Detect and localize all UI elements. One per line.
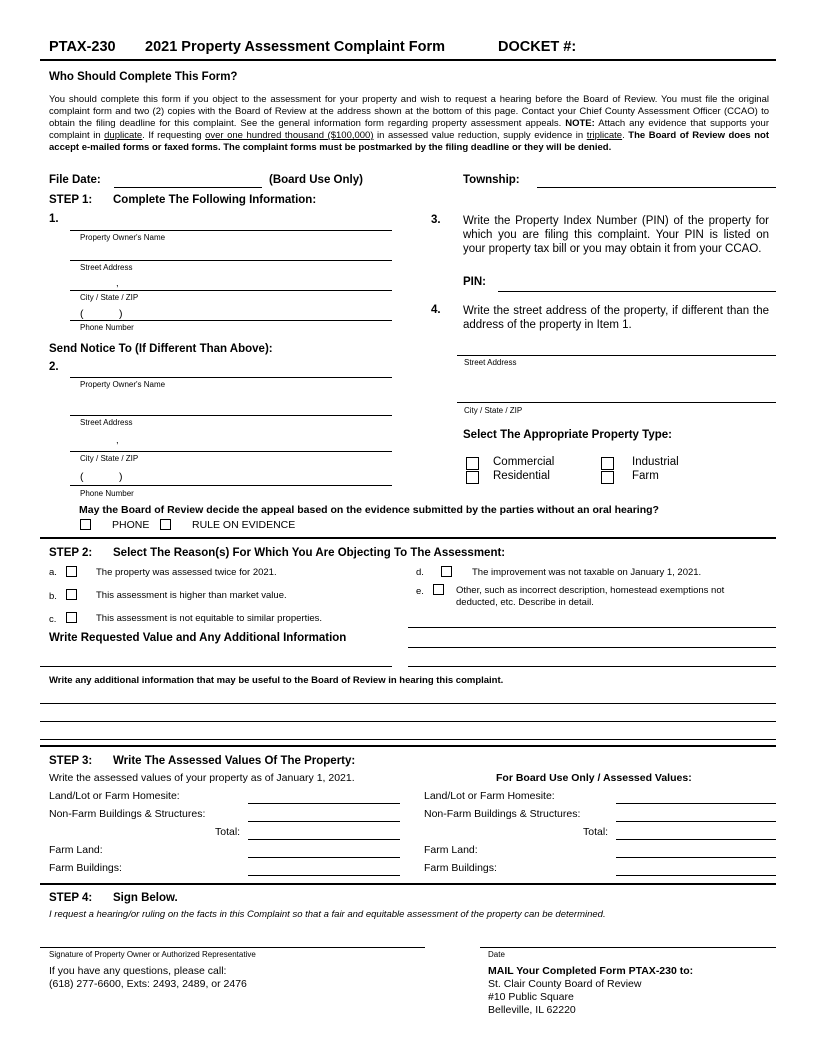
step2-title: Select The Reason(s) For Which You Are Objecting To The Assessment:	[113, 547, 506, 559]
city-field[interactable]	[70, 290, 392, 291]
reason-e-letter: e.	[416, 586, 424, 597]
item1-number: 1.	[49, 213, 59, 225]
buildings-label: Non-Farm Buildings & Structures:	[49, 808, 206, 820]
docket-label: DOCKET #:	[498, 39, 577, 55]
total-field[interactable]	[248, 839, 400, 840]
reason-d-letter: d.	[416, 567, 424, 578]
property-street-field[interactable]	[457, 355, 776, 356]
farm-checkbox[interactable]	[601, 471, 614, 484]
detail-line-2[interactable]	[408, 647, 776, 648]
hearing-question: May the Board of Review decide the appeal based on the evidence submitted by the parties without an oral hearing?	[79, 504, 659, 516]
reason-b-text: This assessment is higher than market value.	[96, 590, 287, 601]
property-city-field[interactable]	[457, 402, 776, 403]
street-caption: Street Address	[80, 263, 133, 272]
board-farm-buildings-label: Farm Buildings:	[424, 862, 497, 874]
requested-value-field[interactable]	[40, 666, 392, 667]
farm-label: Farm	[632, 470, 659, 482]
item2-number: 2.	[49, 361, 59, 373]
reason-c-checkbox[interactable]	[66, 612, 77, 623]
board-use-only-label: (Board Use Only)	[269, 174, 363, 186]
file-date-label: File Date:	[49, 174, 101, 186]
total-label: Total:	[215, 826, 241, 838]
reason-c-letter: c.	[49, 614, 57, 625]
mail-address-line-1: St. Clair County Board of Review	[488, 978, 642, 990]
requested-value-heading: Write Requested Value and Any Additional Information	[49, 632, 347, 644]
step4-statement: I request a hearing/or ruling on the facts in this Complaint so that a fair and equitable assessment of the property can be determined.	[49, 909, 606, 920]
board-farm-land-field[interactable]	[616, 857, 776, 858]
notice-owner-caption: Property Owner's Name	[80, 380, 166, 389]
step3-title: Write The Assessed Values Of The Property:	[113, 755, 356, 767]
mail-address-line-2: #10 Public Square	[488, 991, 574, 1003]
additional-info-line-1[interactable]	[40, 703, 776, 704]
board-buildings-field[interactable]	[616, 821, 776, 822]
board-land-field[interactable]	[616, 803, 776, 804]
detail-line-1[interactable]	[408, 627, 776, 628]
signature-caption: Signature of Property Owner or Authorized Representative	[49, 950, 256, 959]
step3-subtitle: Write the assessed values of your property as of January 1, 2021.	[49, 772, 355, 784]
notice-street-field[interactable]	[70, 415, 392, 416]
step4-label: STEP 4:	[49, 892, 93, 904]
property-type-heading: Select The Appropriate Property Type:	[463, 429, 672, 441]
pin-label: PIN:	[463, 276, 486, 288]
notice-city-caption: City / State / ZIP	[80, 454, 139, 463]
board-land-label: Land/Lot or Farm Homesite:	[424, 790, 555, 802]
reason-a-checkbox[interactable]	[66, 566, 77, 577]
notice-owner-field[interactable]	[70, 377, 392, 378]
send-notice-heading: Send Notice To (If Different Than Above):	[49, 343, 273, 355]
reason-a-text: The property was assessed twice for 2021.	[96, 567, 277, 578]
farm-land-label: Farm Land:	[49, 844, 103, 856]
industrial-label: Industrial	[632, 456, 679, 468]
rule-on-evidence-checkbox[interactable]	[160, 519, 171, 530]
farm-land-field[interactable]	[248, 857, 400, 858]
step3-rule	[40, 745, 776, 747]
residential-checkbox[interactable]	[466, 471, 479, 484]
step4-rule	[40, 883, 776, 885]
farm-buildings-label: Farm Buildings:	[49, 862, 122, 874]
date-caption: Date	[488, 950, 505, 959]
rule-on-evidence-label: RULE ON EVIDENCE	[192, 519, 296, 531]
reason-e-text: Other, such as incorrect description, homestead exemptions not deducted, etc. Describe in detail.	[456, 585, 725, 608]
form-title: 2021 Property Assessment Complaint Form	[145, 39, 446, 55]
reason-d-checkbox[interactable]	[441, 566, 452, 577]
step1-label: STEP 1:	[49, 194, 93, 206]
notice-phone-field[interactable]	[70, 485, 392, 486]
city-comma: ,	[116, 278, 119, 289]
file-date-field[interactable]	[114, 187, 262, 188]
reason-c-text: This assessment is not equitable to similar properties.	[96, 613, 322, 624]
notice-city-field[interactable]	[70, 451, 392, 452]
notice-street-caption: Street Address	[80, 418, 133, 427]
questions-text: If you have any questions, please call:	[49, 965, 227, 977]
board-total-field[interactable]	[616, 839, 776, 840]
reason-b-letter: b.	[49, 591, 57, 602]
phone-field[interactable]	[70, 320, 392, 321]
notice-phone-paren-close: )	[119, 471, 123, 483]
intro-heading: Who Should Complete This Form?	[49, 71, 238, 83]
mail-address-line-3: Belleville, IL 62220	[488, 1004, 576, 1016]
mail-heading: MAIL Your Completed Form PTAX-230 to:	[488, 965, 694, 977]
buildings-field[interactable]	[248, 821, 400, 822]
street-field[interactable]	[70, 260, 392, 261]
board-buildings-label: Non-Farm Buildings & Structures:	[424, 808, 581, 820]
commercial-checkbox[interactable]	[466, 457, 479, 470]
step4-title: Sign Below.	[113, 892, 178, 904]
notice-phone-caption: Phone Number	[80, 489, 134, 498]
phone-caption: Phone Number	[80, 323, 134, 332]
property-city-caption: City / State / ZIP	[464, 406, 523, 415]
questions-phone: (618) 277-6600, Exts: 2493, 2489, or 2476	[49, 978, 247, 990]
additional-info-line-2[interactable]	[40, 721, 776, 722]
reason-b-checkbox[interactable]	[66, 589, 77, 600]
reason-a-letter: a.	[49, 567, 57, 578]
intro-text: You should complete this form if you object to the assessment for your property and wish to request a hearing before the Board of Review. You must file the original complaint form and two (2) copies with the Board of Review at the address shown at the bottom of this page. Contact your Chief County Assessment Officer (CCAO) to obtain the filing deadline for this complaint. See the general information form regarding property assessment appeals. NOTE: Attach any evidence that supports your complaint in duplicate. If requesting over one hundred thousand ($100,000) in assessed value reduction, supply evidence in triplicate. The Board of Review does not accept e-mailed forms or faxed forms. The complaint forms must be postmarked by the filing deadline or they will be denied.	[49, 94, 770, 153]
commercial-label: Commercial	[493, 456, 555, 468]
board-farm-land-label: Farm Land:	[424, 844, 478, 856]
item4-text: Write the street address of the property, if different than the address of the property in Item 1.	[463, 305, 769, 331]
item3-text: Write the Property Index Number (PIN) of the property for which you are filing this complaint. Your PIN is listed on your property tax bill or you may obtain it from your CCAO.	[463, 215, 769, 255]
board-farm-buildings-field[interactable]	[616, 875, 776, 876]
township-label: Township:	[463, 174, 520, 186]
detail-line-3[interactable]	[408, 666, 776, 667]
header-rule	[40, 59, 776, 61]
phone-paren-open: (	[80, 308, 84, 320]
step2-rule	[40, 537, 776, 539]
item3-number: 3.	[431, 214, 441, 226]
residential-label: Residential	[493, 470, 550, 482]
additional-info-heading: Write any additional information that may be useful to the Board of Review in hearing this complaint.	[49, 675, 504, 686]
pin-field[interactable]	[498, 291, 776, 292]
step2-label: STEP 2:	[49, 547, 93, 559]
township-field[interactable]	[537, 187, 776, 188]
step1-title: Complete The Following Information:	[113, 194, 317, 206]
phone-hearing-checkbox[interactable]	[80, 519, 91, 530]
property-street-caption: Street Address	[464, 358, 517, 367]
additional-info-line-3[interactable]	[40, 739, 776, 740]
notice-phone-paren-open: (	[80, 471, 84, 483]
owner-name-field[interactable]	[70, 230, 392, 231]
board-use-heading: For Board Use Only / Assessed Values:	[496, 772, 692, 784]
farm-buildings-field[interactable]	[248, 875, 400, 876]
city-caption: City / State / ZIP	[80, 293, 139, 302]
item4-number: 4.	[431, 304, 441, 316]
reason-d-text: The improvement was not taxable on January 1, 2021.	[472, 567, 702, 578]
industrial-checkbox[interactable]	[601, 457, 614, 470]
signature-field[interactable]	[40, 947, 425, 948]
step3-label: STEP 3:	[49, 755, 93, 767]
board-total-label: Total:	[583, 826, 609, 838]
land-field[interactable]	[248, 803, 400, 804]
date-field[interactable]	[480, 947, 776, 948]
notice-city-comma: ,	[116, 435, 119, 446]
phone-hearing-label: PHONE	[112, 519, 150, 531]
form-id: PTAX-230	[49, 39, 116, 55]
phone-paren-close: )	[119, 308, 123, 320]
land-label: Land/Lot or Farm Homesite:	[49, 790, 180, 802]
reason-e-checkbox[interactable]	[433, 584, 444, 595]
owner-name-caption: Property Owner's Name	[80, 233, 166, 242]
